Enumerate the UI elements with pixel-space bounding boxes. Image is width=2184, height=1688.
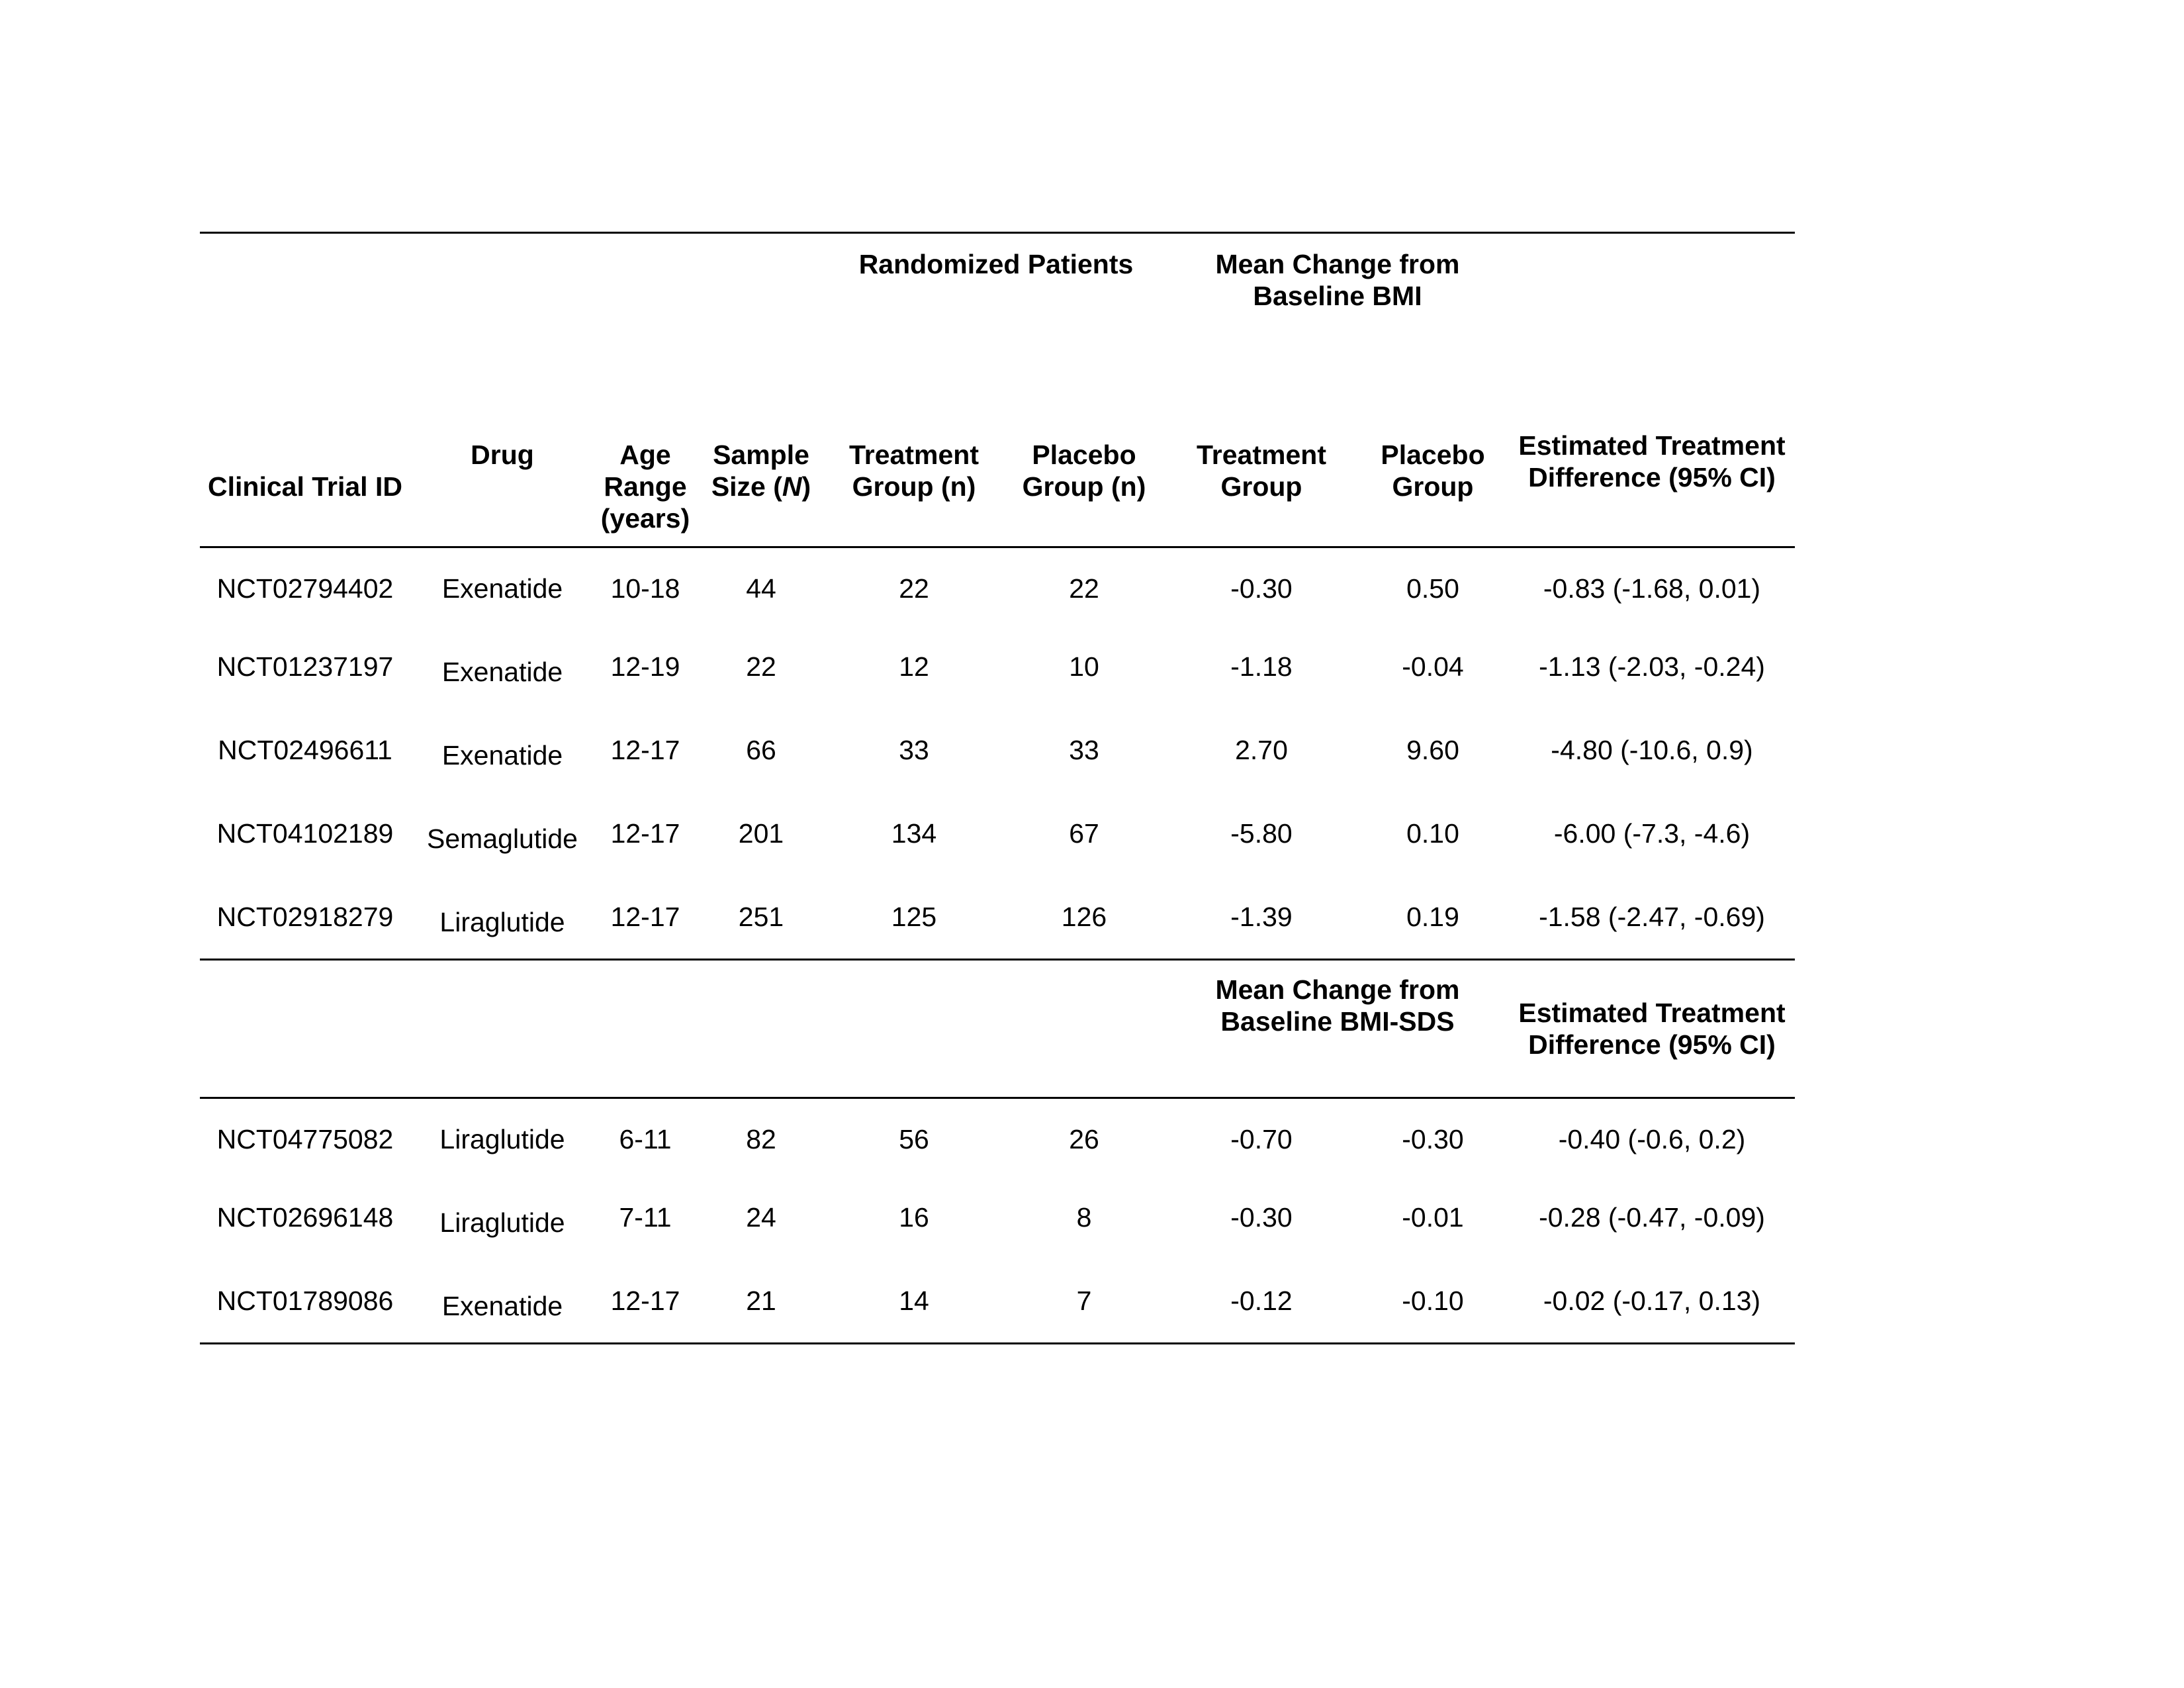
rp-placebo-cell: 8: [1076, 1202, 1092, 1233]
sample-size-cell: 24: [746, 1202, 776, 1233]
rp-placebo-cell: 33: [1069, 735, 1099, 765]
sample-size-cell: 251: [738, 902, 784, 932]
clinical-trials-table: [200, 232, 1795, 1344]
sample-size-cell: 201: [738, 818, 784, 849]
clinical-trials-table-container: [200, 232, 1795, 1344]
rp-placebo-cell: 10: [1069, 651, 1099, 682]
trial-id-cell: NCT01237197: [216, 651, 394, 682]
rp-treatment-cell: 14: [899, 1286, 929, 1316]
trial-id-cell: NCT02794402: [216, 573, 394, 604]
rp-placebo-cell: 126: [1061, 902, 1107, 932]
rp-placebo-cell: 22: [1069, 573, 1099, 604]
mc-placebo-cell: 0.50: [1406, 573, 1459, 604]
rp-treatment-cell: 12: [899, 651, 929, 682]
sample-size-cell: 44: [746, 573, 776, 604]
rp-treatment-cell: 134: [891, 818, 937, 849]
trial-id-header: Clinical Trial ID: [208, 471, 402, 502]
table-row: [200, 1176, 1795, 1259]
trial-id-cell: NCT02696148: [216, 1202, 394, 1233]
estimated-difference-cell: -6.00 (-7.3, -4.6): [1553, 818, 1751, 849]
table-row: [200, 708, 1795, 792]
bmi-sds-header-body: [200, 960, 1795, 1098]
table-row: [200, 547, 1795, 626]
table-row: [200, 625, 1795, 708]
estimated-difference-cell: -0.83 (-1.68, 0.01): [1543, 573, 1761, 604]
sample-size-cell: 82: [746, 1124, 776, 1154]
rp-placebo-header: Placebo Group (n): [1022, 440, 1146, 502]
trial-id-cell: NCT01789086: [216, 1286, 394, 1316]
mc-placebo-cell: -0.30: [1402, 1124, 1464, 1154]
sample-size-header: [696, 312, 826, 547]
mc-placebo-cell: 0.19: [1406, 902, 1459, 932]
age-range-cell: 12-17: [610, 818, 680, 849]
mc-treatment-cell: 2.70: [1235, 735, 1288, 765]
rp-placebo-cell: 26: [1069, 1124, 1099, 1154]
mc-placebo-cell: -0.10: [1402, 1286, 1464, 1316]
age-range-cell: 7-11: [619, 1202, 672, 1233]
drug-cell: Exenatide: [441, 740, 563, 771]
sample-size-cell: 22: [746, 651, 776, 682]
mc-treatment-header: Treatment Group: [1197, 440, 1326, 502]
age-range-cell: 12-17: [610, 902, 680, 932]
drug-cell: Semaglutide: [427, 823, 578, 854]
rp-placebo-cell: 67: [1069, 818, 1099, 849]
mc-placebo-cell: 9.60: [1406, 735, 1459, 765]
trial-id-cell: NCT02918279: [216, 902, 394, 932]
estimated-difference-cell: -0.02 (-0.17, 0.13): [1543, 1286, 1761, 1316]
table-row: [200, 792, 1795, 875]
age-range-cell: 12-17: [610, 1286, 680, 1316]
age-range-cell: 6-11: [619, 1124, 672, 1154]
mc-treatment-cell: -0.30: [1230, 1202, 1293, 1233]
trial-id-cell: NCT04775082: [216, 1124, 394, 1154]
drug-cell: Liraglutide: [439, 1207, 565, 1238]
trial-id-cell: NCT04102189: [216, 818, 394, 849]
drug-header: Drug: [471, 440, 534, 470]
mean-change-bmi-sds-header: Mean Change from Baseline BMI-SDS: [1215, 974, 1460, 1037]
table-row: [200, 1098, 1795, 1176]
mc-placebo-header: Placebo Group: [1381, 440, 1485, 502]
bmi-sds-header-row: [200, 960, 1795, 1098]
randomized-patients-header: Randomized Patients: [858, 249, 1134, 279]
estimated-difference-cell: -1.13 (-2.03, -0.24): [1539, 651, 1765, 682]
mean-change-bmi-header: Mean Change from Baseline BMI: [1215, 249, 1460, 311]
drug-cell: Exenatide: [441, 1291, 563, 1321]
rp-treatment-header: Treatment Group (n): [849, 440, 979, 502]
rp-treatment-cell: 56: [899, 1124, 929, 1154]
sample-size-cell: 66: [746, 735, 776, 765]
drug-cell: Liraglutide: [439, 1124, 565, 1154]
estimated-difference-header-2: Estimated Treatment Difference (95% CI): [1518, 998, 1786, 1060]
sample-size-suffix: ): [801, 471, 811, 502]
column-header-row: [200, 312, 1795, 547]
age-range-header: Age Range (years): [600, 440, 690, 534]
table-row: [200, 875, 1795, 960]
drug-cell: Exenatide: [441, 657, 563, 687]
drug-cell: Liraglutide: [439, 907, 565, 937]
mc-treatment-cell: -0.12: [1230, 1286, 1293, 1316]
group-header-row: [200, 233, 1795, 312]
mc-treatment-cell: -0.70: [1230, 1124, 1293, 1154]
drug-cell: Exenatide: [441, 573, 563, 604]
mc-treatment-cell: -5.80: [1230, 818, 1293, 849]
trial-id-cell: NCT02496611: [218, 735, 392, 765]
age-range-cell: 12-17: [610, 735, 680, 765]
mc-placebo-cell: 0.10: [1406, 818, 1459, 849]
mc-treatment-cell: -0.30: [1230, 573, 1293, 604]
rp-treatment-cell: 22: [899, 573, 929, 604]
table-row: [200, 1259, 1795, 1344]
rp-treatment-cell: 16: [899, 1202, 929, 1233]
estimated-difference-cell: -0.28 (-0.47, -0.09): [1539, 1202, 1765, 1233]
mc-treatment-cell: -1.39: [1230, 902, 1293, 932]
rp-treatment-cell: 125: [891, 902, 937, 932]
age-range-cell: 12-19: [610, 651, 680, 682]
estimated-difference-cell: -4.80 (-10.6, 0.9): [1551, 735, 1753, 765]
estimated-difference-header: Estimated Treatment Difference (95% CI): [1518, 430, 1786, 492]
estimated-difference-cell: -0.40 (-0.6, 0.2): [1558, 1124, 1746, 1154]
bmi-sds-section-body: [200, 1098, 1795, 1344]
mc-placebo-cell: -0.01: [1402, 1202, 1464, 1233]
age-range-cell: 10-18: [610, 573, 680, 604]
mc-treatment-cell: -1.18: [1230, 651, 1293, 682]
mc-placebo-cell: -0.04: [1402, 651, 1464, 682]
sample-size-cell: 21: [746, 1286, 776, 1316]
rp-placebo-cell: 7: [1076, 1286, 1092, 1316]
bmi-section-body: [200, 547, 1795, 960]
sample-size-n-symbol: N: [782, 471, 802, 502]
estimated-difference-cell: -1.58 (-2.47, -0.69): [1539, 902, 1765, 932]
sample-size-label: Sample Size (: [711, 440, 809, 502]
rp-treatment-cell: 33: [899, 735, 929, 765]
